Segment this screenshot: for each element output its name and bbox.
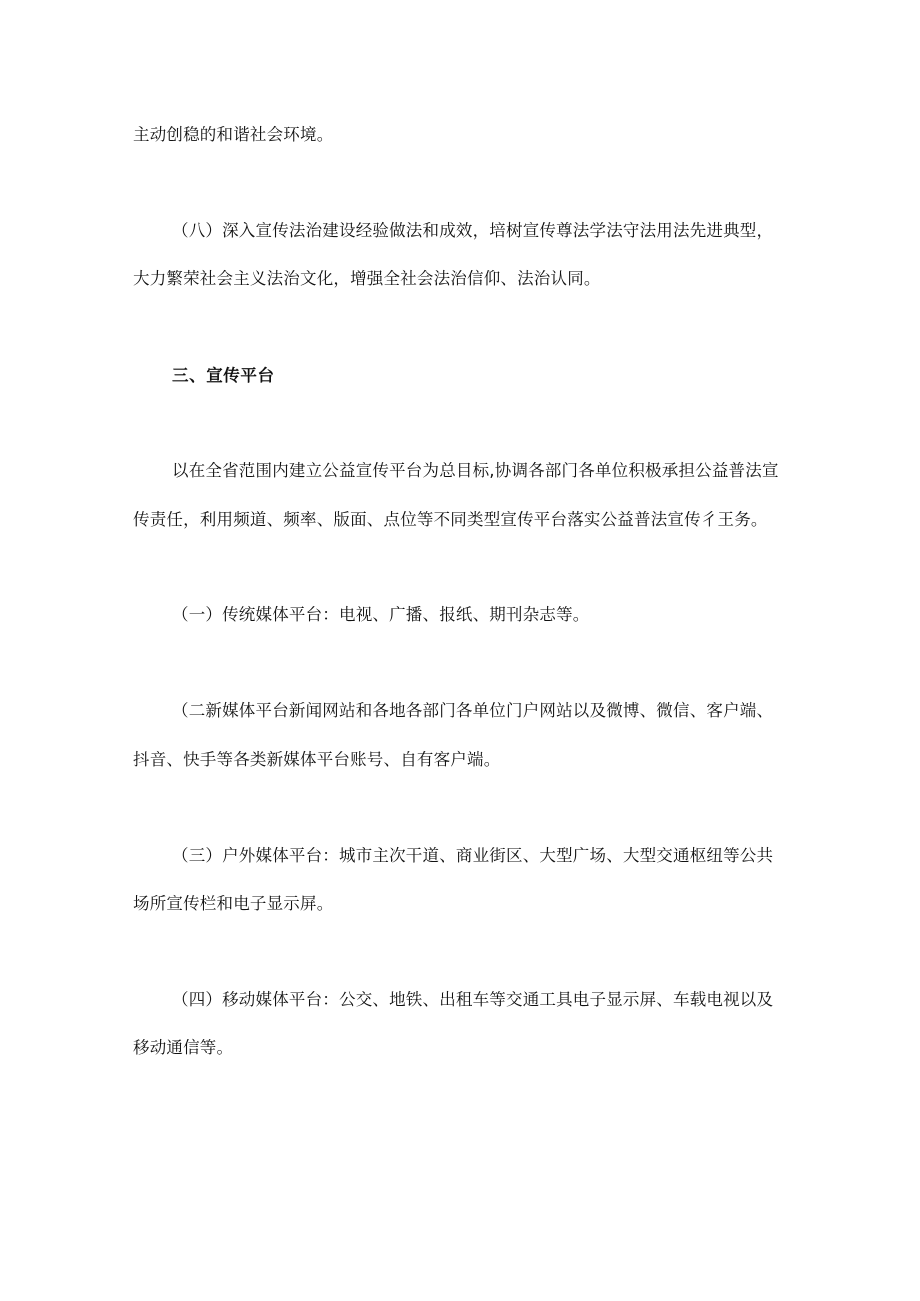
paragraph-line: （八）深入宣传法治建设经验做法和成效，培树宣传尊法学法守法用法先进典型， — [172, 221, 774, 240]
paragraph-line: （四）移动媒体平台：公交、地铁、出租车等交通工具电子显示屏、车载电视以及 — [172, 990, 774, 1009]
paragraph-line: 以在全省范围内建立公益宣传平台为总目标,协调各部门各单位积极承担公益普法宣 — [172, 461, 779, 480]
paragraph-line: 场所宣传栏和电子显示屏。 — [133, 894, 334, 913]
paragraph-line: （一）传统媒体平台：电视、广播、报纸、期刊杂志等。 — [172, 605, 590, 624]
paragraph-line: 抖音、快手等各类新媒体平台账号、自有客户端。 — [133, 750, 501, 769]
paragraph-line: 传责任，利用频道、频率、版面、点位等不同类型宣传平台落实公益普法宣传彳王务。 — [133, 510, 768, 529]
paragraph-line: （三）户外媒体平台：城市主次干道、商业街区、大型广场、大型交通枢纽等公共 — [172, 846, 774, 865]
section-heading: 三、宣传平台 — [172, 366, 275, 385]
paragraph-line: 大力繁荣社会主义法治文化，增强全社会法治信仰、法治认同。 — [133, 269, 601, 288]
paragraph-line: （二新媒体平台新闻网站和各地各部门各单位门户网站以及微博、微信、客户端、 — [172, 701, 774, 720]
paragraph-line: 移动通信等。 — [133, 1038, 234, 1057]
paragraph-line: 主动创稳的和谐社会环境。 — [133, 125, 334, 144]
